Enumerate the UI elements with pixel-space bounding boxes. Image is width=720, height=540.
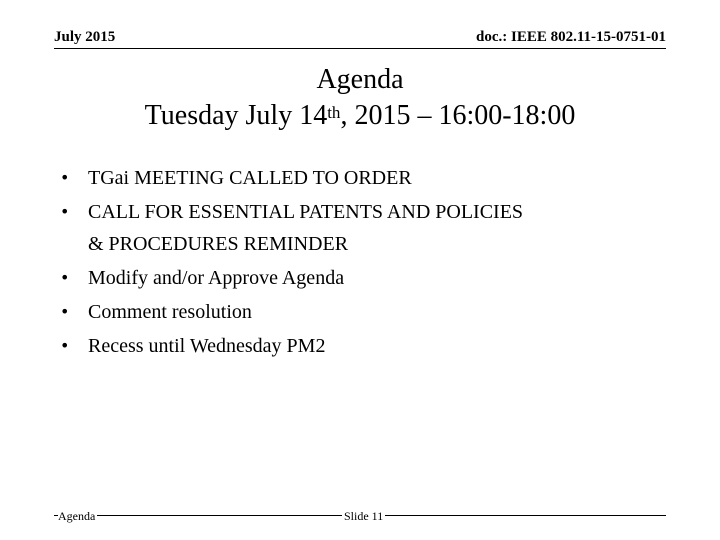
agenda-item-text: Comment resolution xyxy=(88,301,252,323)
bullet-icon: • xyxy=(60,268,70,287)
title-date-prefix: Tuesday July 14 xyxy=(144,100,328,131)
agenda-item xyxy=(56,196,676,260)
agenda-item xyxy=(56,262,676,294)
agenda-item-text: TGai MEETING CALLED TO ORDER xyxy=(88,167,412,189)
agenda-list xyxy=(56,162,676,364)
agenda-item-text: Modify and/or Approve Agenda xyxy=(88,267,345,289)
title-date-suffix: , 2015 – 16:00-18:00 xyxy=(340,100,576,131)
title-line-1: Agenda xyxy=(316,64,404,95)
bullet-icon: • xyxy=(60,302,70,321)
bullet-icon: • xyxy=(60,168,70,187)
bullet-icon: • xyxy=(60,336,70,355)
header-date: July 2015 xyxy=(54,29,116,45)
agenda-item xyxy=(56,162,676,194)
agenda-item xyxy=(56,296,676,328)
title-line-2 xyxy=(0,98,720,134)
header-doc-id: doc.: IEEE 802.11-15-0751-01 xyxy=(475,29,666,45)
title-date-superscript: th xyxy=(327,103,341,122)
slide-title xyxy=(0,62,720,134)
agenda-item xyxy=(56,330,676,362)
agenda-item-text-continued: & PROCEDURES REMINDER xyxy=(88,233,349,255)
agenda-item-text: Recess until Wednesday PM2 xyxy=(88,335,326,357)
footer-slide-number: Slide 11 xyxy=(344,509,384,523)
footer-section-label: Agenda xyxy=(58,509,96,523)
header-divider xyxy=(54,48,666,49)
agenda-item-text: CALL FOR ESSENTIAL PATENTS AND POLICIES xyxy=(88,201,524,223)
bullet-icon: • xyxy=(60,202,70,221)
